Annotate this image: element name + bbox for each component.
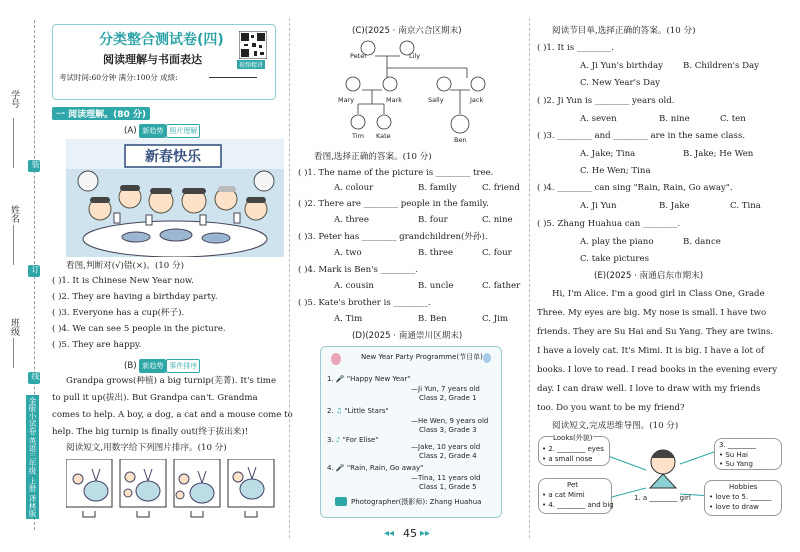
prog-performer-1: —Ji Yun, 7 years old xyxy=(411,385,480,393)
tree-mark: Mark xyxy=(386,96,403,104)
prog-item-4 xyxy=(327,464,423,473)
partD-q1: ( )1. It is ________. xyxy=(537,43,614,53)
partE-line-6: day. I can draw well. I love to draw with my friends xyxy=(537,384,761,394)
looks-eyes: • 2. ________ eyes xyxy=(542,445,604,453)
prog-no-4: 4. xyxy=(327,464,334,472)
balloon-icon xyxy=(331,353,341,365)
hobbies-title: Hobbies xyxy=(729,483,758,491)
partB-tag-text: 事件排序 xyxy=(166,359,200,373)
prog-name-3: "For Elise" xyxy=(342,436,379,444)
partB-line-3: comes to help. A boy, a dog, a cat and a mouse come to xyxy=(52,410,293,420)
pet-title: Pet xyxy=(567,481,579,489)
partD-q3: ( )3. ________ and ________ are in the same class. xyxy=(537,131,746,141)
prog-performer-2: —He Wen, 9 years old xyxy=(411,417,489,425)
looks-nose: • a small nose xyxy=(542,455,593,463)
pet-size: • 4. ________ and big xyxy=(542,501,614,509)
partB-tag: 新趋势 xyxy=(139,359,166,373)
column-divider xyxy=(529,18,530,538)
balloon-icon xyxy=(483,353,491,363)
column-divider xyxy=(289,18,290,538)
partC-q3-b: B. three xyxy=(418,248,454,258)
partD-q1-c: C. New Year's Day xyxy=(580,78,661,88)
partC-q1-a: A. colour xyxy=(334,183,374,193)
prog-performer-4: —Tina, 11 years old xyxy=(411,474,481,482)
prog-item-2 xyxy=(327,407,389,416)
prog-name-2: "Little Stars" xyxy=(344,407,389,415)
friend-su-hai: • Su Hai xyxy=(719,451,748,459)
looks-title: Looks(外貌) xyxy=(553,434,593,442)
tree-peter: Peter xyxy=(350,52,367,60)
partE-line-4: I have a lovely cat. It's Mimi. It is big. I have a lot of xyxy=(537,346,765,356)
test-subtitle: 阅读理解与书面表达 xyxy=(103,53,202,66)
piano-icon: ♪ xyxy=(335,436,341,444)
microphone-icon: 🎤 xyxy=(335,464,345,472)
tree-jack: Jack xyxy=(470,96,484,104)
tree-kate: Kate xyxy=(376,132,391,140)
partC-instruction: 看图,选择正确的答案。(10 分) xyxy=(314,152,432,162)
partD-q3-b: B. Jake; He Wen xyxy=(683,149,754,159)
partB-line-1: Grandpa grows(种植) a big turnip(芜菁). It's time xyxy=(66,376,277,386)
partC-q4-a: A. cousin xyxy=(334,281,374,291)
prog-no-3: 3. xyxy=(327,436,334,444)
partE-instruction: 阅读短文,完成思维导图。(10 分) xyxy=(552,421,679,431)
exam-info: 考试时间:60分钟 满分:100分 成绩: xyxy=(59,73,178,82)
partC-q2: ( )2. There are ________ people in the family. xyxy=(298,199,489,209)
partE-line-7: too. Do you want to be my friend? xyxy=(537,403,685,413)
tree-lily: Lily xyxy=(409,52,421,60)
looks-box xyxy=(538,436,610,466)
partB-line-2: to pull it up(拔出). But Grandpa can't. Grandma xyxy=(52,393,258,403)
prog-no-1: 1. xyxy=(327,375,334,383)
partC-q3-a: A. two xyxy=(334,248,362,258)
partE-line-5: books. I love to read. I read books in the evening every xyxy=(537,365,778,375)
family-tree xyxy=(338,40,498,148)
partE-label: (E)(2025 · 南通启东市期末) xyxy=(594,271,704,281)
partA-instruction: 看图,判断对(√)错(×)。(10 分) xyxy=(66,261,184,271)
partD-q4-b: B. Jake xyxy=(659,201,690,211)
tree-ben: Ben xyxy=(454,136,467,144)
page-prev-icon: ◂◂ xyxy=(384,528,395,539)
partD-q5-b: B. dance xyxy=(683,237,721,247)
binding-ding: 订 xyxy=(31,265,40,273)
partD-q1-b: B. Children's Day xyxy=(683,61,759,71)
prog-item-3 xyxy=(327,436,379,445)
class-line xyxy=(13,338,14,368)
partD-q4: ( )4. ________ can sing "Rain, Rain, Go away". xyxy=(537,183,733,193)
pet-cat: • a cat Mimi xyxy=(542,491,585,499)
friends-title: 3. ________ xyxy=(719,441,756,449)
hobbies-box xyxy=(704,480,782,516)
partD-q4-a: A. Ji Yun xyxy=(580,201,617,211)
photographer: Photographer(摄影师): Zhang Huahua xyxy=(351,498,482,506)
mind-map xyxy=(538,436,784,518)
programme-card xyxy=(320,346,502,518)
partC-q3: ( )3. Peter has ________ grandchildren(外孙). xyxy=(298,232,488,242)
partD-q4-c: C. Tina xyxy=(730,201,761,211)
partD-q2-b: B. nine xyxy=(659,114,690,124)
test-header xyxy=(52,24,276,100)
partC-q2-a: A. three xyxy=(334,215,369,225)
partC-q1: ( )1. The name of the picture is ________ tree. xyxy=(298,168,494,178)
partE-line-3: friends. They are Su Hai and Su Yang. They are twins. xyxy=(537,327,774,337)
qr-caption: 视频精讲 xyxy=(239,62,264,69)
partC-q5-a: A. Tim xyxy=(334,314,363,324)
camera-icon xyxy=(335,497,347,506)
partA-item-1: ( )1. It is Chinese New Year now. xyxy=(52,276,194,286)
test-title: 分类整合测试卷(四) xyxy=(99,32,224,48)
partC-q3-c: C. four xyxy=(482,248,512,258)
prog-performer-3: —Jake, 10 years old xyxy=(411,443,481,451)
programme-title: New Year Party Programme(节目单) xyxy=(361,353,483,361)
partA-tag: 新趋势 xyxy=(139,124,166,138)
partA-item-3: ( )3. Everyone has a cup(杯子). xyxy=(52,308,185,318)
prog-class-2: Class 3, Grade 3 xyxy=(419,426,477,434)
partA-header xyxy=(124,124,200,138)
dancer-icon: ♫ xyxy=(335,407,343,415)
score-line xyxy=(209,77,257,78)
student-number-label: 学号 xyxy=(9,90,19,108)
pet-box xyxy=(538,478,612,514)
page-next-icon: ▸▸ xyxy=(420,528,431,539)
partD-q2-c: C. ten xyxy=(720,114,746,124)
partC-q5-c: C. Jim xyxy=(482,314,509,324)
partB-line-4: help. The big turnip is finally out(终于拔出来)! xyxy=(52,427,249,437)
friend-su-yang: • Su Yang xyxy=(719,460,753,468)
partC-q2-c: C. nine xyxy=(482,215,513,225)
partD-q3-c: C. He Wen; Tina xyxy=(580,166,651,176)
student-number-line xyxy=(13,118,14,168)
partA-item-4: ( )4. We can see 5 people in the picture. xyxy=(52,324,226,334)
partA-label: (A) xyxy=(124,126,137,136)
partC-q5-b: B. Ben xyxy=(418,314,447,324)
hobby-read: • love to 5. ______ xyxy=(709,493,772,501)
binding-xian: 线 xyxy=(31,372,40,380)
prog-name-4: "Rain, Rain, Go away" xyxy=(346,464,424,472)
banner-text: 新春快乐 xyxy=(145,149,201,165)
partB-header xyxy=(124,359,200,373)
partC-q2-b: B. four xyxy=(418,215,448,225)
partA-tag-text: 照片理解 xyxy=(166,124,200,138)
turnip-pictures xyxy=(66,459,276,519)
page-number: 45 xyxy=(403,527,417,540)
partD-q2-a: A. seven xyxy=(580,114,617,124)
new-year-dinner-picture xyxy=(66,139,284,257)
name-line xyxy=(13,225,14,265)
partD-q5-c: C. take pictures xyxy=(580,254,649,264)
girl-label: 1. a ________ girl xyxy=(634,494,691,502)
prog-name-1: "Happy New Year" xyxy=(346,375,411,383)
partA-item-2: ( )2. They are having a birthday party. xyxy=(52,292,218,302)
prog-class-4: Class 1, Grade 5 xyxy=(419,483,477,491)
tree-sally: Sally xyxy=(428,96,444,104)
name-label: 姓名 xyxy=(9,205,19,223)
hobby-draw: • love to draw xyxy=(709,503,759,511)
prog-no-2: 2. xyxy=(327,407,334,415)
partD-q3-a: A. Jake; Tina xyxy=(580,149,636,159)
class-label: 班级 xyxy=(9,318,19,336)
tree-tim: Tim xyxy=(352,132,364,140)
partE-line-2: Three. My eyes are big. My nose is small. I have two xyxy=(537,308,767,318)
partD-label: (D)(2025 · 南通崇川区期末) xyxy=(352,331,463,341)
partC-q4-b: B. uncle xyxy=(418,281,454,291)
partA-item-5: ( )5. They are happy. xyxy=(52,340,142,350)
partD-q1-a: A. Ji Yun's birthday xyxy=(580,61,663,71)
partC-q4: ( )4. Mark is Ben's ________. xyxy=(298,265,418,275)
partD-instruction: 阅读节目单,选择正确的答案。(10 分) xyxy=(552,26,696,36)
partC-q4-c: C. father xyxy=(482,281,521,291)
partD-q5-a: A. play the piano xyxy=(580,237,654,247)
series-title: 金版小试卷 英语三年级 上册 译林版 xyxy=(28,397,37,517)
binding-zhuang: 装 xyxy=(31,160,40,168)
partC-q5: ( )5. Kate's brother is ________. xyxy=(298,298,431,308)
partB-label: (B) xyxy=(124,361,137,371)
microphone-icon: 🎤 xyxy=(335,375,345,383)
prog-item-1 xyxy=(327,375,410,384)
section1-title: 一 阅读理解。(80 分) xyxy=(52,107,150,120)
partD-q5: ( )5. Zhang Huahua can ________. xyxy=(537,219,681,229)
prog-class-1: Class 2, Grade 1 xyxy=(419,394,477,402)
partB-instruction: 阅读短文,用数字给下列图片排序。(10 分) xyxy=(66,443,227,453)
partC-label: (C)(2025 · 南京六合区期末) xyxy=(352,26,462,36)
partE-line-1: Hi, I'm Alice. I'm a good girl in Class One, Grade xyxy=(552,289,765,299)
binding-strip xyxy=(0,0,46,552)
prog-class-3: Class 2, Grade 4 xyxy=(419,452,477,460)
friends-box xyxy=(714,438,782,470)
partC-q1-b: B. family xyxy=(418,183,457,193)
partD-q2: ( )2. Ji Yun is ________ years old. xyxy=(537,96,675,106)
qr-code-icon[interactable] xyxy=(239,31,267,59)
partC-q1-c: C. friend xyxy=(482,183,520,193)
tree-mary: Mary xyxy=(338,96,355,104)
